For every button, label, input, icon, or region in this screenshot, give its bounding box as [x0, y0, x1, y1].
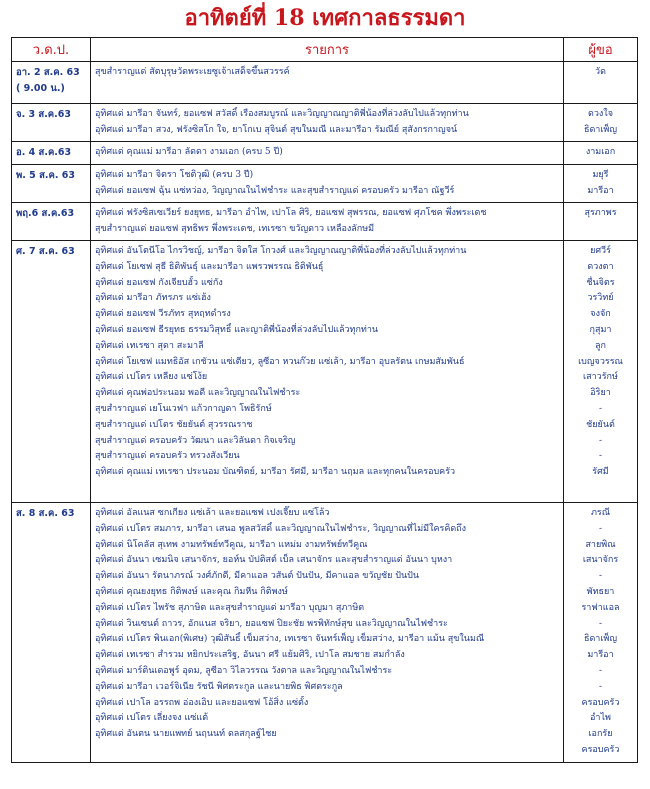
date-cell	[12, 203, 91, 241]
requester-name: ราฟาแอล	[581, 602, 620, 613]
requester-name: สายพิณ	[585, 539, 616, 550]
requester-name: เสาวรักษ์	[583, 372, 618, 383]
intention-line: อุทิศแด่ เปโตร สมภาร, มารีอา เสนอ พูลสวัสดิ์ และวิญญาณในไฟชำระ, วิญญาณที่ไม่มีใครคิดถึง	[95, 523, 467, 534]
requester-name: ยศวีร์	[590, 246, 611, 256]
intention-line: อุทิศแด่ อันนา รัตนาภรณ์ วงศ์ภักดี, มีคาแอล วสันต์ ปันปัน, มีคาแอล ขวัญชัย ปันปัน	[95, 571, 420, 582]
intention-line: อุทิศแด่ เปโตร เหลียง แซ่โง้ย	[95, 372, 208, 383]
requester-name: มารีอา	[587, 185, 614, 196]
intention-line: อุทิศแด่ มาร์ตินเดอพูร์ อุดม, ลูซีอา วิไลวรรณ วังตาล และวิญญาณในไฟชำระ	[95, 665, 393, 676]
date-text: พ. 5 ส.ค. 63	[16, 170, 75, 181]
requester-name: เบญจวรรณ	[578, 356, 623, 367]
requester-name: ธิดาเพ็ญ	[583, 634, 618, 645]
requester-cell	[564, 203, 638, 241]
requester-name: -	[598, 571, 603, 582]
intention-line: อุทิศแด่ เปาโล อรรถพ อ่องเอิบ และยอแซฟ โอ้สิ่ง แซ่ตั้ง	[95, 697, 309, 708]
header-date: ว.ด.ป.	[12, 38, 91, 62]
intention-line: อุทิศแด่ ยอแซฟ วีรภัทร สุหฤทดำรง	[95, 309, 231, 320]
intention-line: สุขสําราญแด่ ยอแซฟ สุทธิพร พึ่งพระเดช, เทเรซา ขวัญดาว เหลืองลักษมี	[95, 223, 375, 234]
date-text: ( 9.00 น.)	[16, 82, 65, 94]
intention-line: อุทิศแด่ วินเซนต์ ถาวร, อักแนส จริยา, ยอแซฟ ปิยะชัย พรพิทักษ์สุข และวิญญาณในไฟชำระ	[95, 618, 448, 629]
requester-name: ธิดาเพ็ญ	[583, 124, 618, 135]
intention-line: อุทิศแด่ อันตน นายแพทย์ นฤนนท์ ดลสกุลฐ์ไชย	[95, 729, 277, 740]
intention-line: สุขสําราญแด่ ครอบครัว วัฒนา และวิลันดา กิจเจริญ	[95, 435, 296, 446]
requester-name: งามเอก	[585, 147, 616, 157]
items-cell	[91, 142, 564, 165]
intention-line: สุขสําราญแด่ สัตบุรุษวัดพระเยซูเจ้าเสด็จขึ้นสวรรค์	[95, 67, 290, 77]
date-cell	[12, 165, 91, 203]
requester-name: -	[598, 451, 603, 462]
intention-line: อุทิศแด่ มารีอา เวอร์จิเนีย รัชนี พิศตระกูล และนายพิธ พิศตระกูล	[95, 681, 343, 692]
table-header-row	[12, 38, 638, 62]
items-cell	[91, 104, 564, 142]
requester-name: มารีอา	[587, 650, 614, 661]
requester-name: เอกรัย	[588, 729, 613, 740]
page-title: อาทิตย์ที่ 18 เทศกาลธรรมดา	[184, 5, 466, 31]
table-row	[12, 503, 638, 763]
intention-line: อุทิศแด่ เปโตร พินเอก(พิเศษ) วุฒิสันธิ์ เข็มสว่าง, เทเรซา จันทร์เพ็ญ เข็มสว่าง, มารีอา แม้น สุขในมณี	[95, 634, 485, 645]
date-text: ส. 8 ส.ค. 63	[16, 508, 75, 519]
requester-name: -	[598, 681, 603, 692]
date-cell	[12, 142, 91, 165]
requester-cell	[564, 165, 638, 203]
items-cell	[91, 503, 564, 763]
intention-line: อุทิศแด่ อันนา เซมนิจ เสนาจักร, ยอห์น บัปติสต์ เบ็ล เสนาจักร และสุขสําราญแด่ อันนา บุหงา	[95, 555, 453, 566]
requester-name: ชื่นจิตร	[586, 277, 615, 288]
intention-line: อุทิศแด่ มารีอา สวง, ฟรังซิสโก ใจ, ยาโกเบ สุจินต์ สุขในมณี และมารีอา รัมณีย์ สุสังกรกาญจน์	[95, 124, 458, 135]
requester-name: ดวงตา	[587, 261, 614, 272]
requester-name: เสนาจักร	[582, 555, 619, 566]
date-cell	[12, 104, 91, 142]
intention-line: อุทิศแด่ คุณยงยุทธ กิติพงษ์ และคุณ กิมหีน กิติพงษ์	[95, 586, 288, 597]
date-cell	[12, 503, 91, 763]
intention-line: อุทิศแด่ มารีอา ภัทรภร แซ่เฮ้ง	[95, 293, 211, 304]
items-cell	[91, 165, 564, 203]
intention-line: อุทิศแด่ เทเรซา สุดา สะมาลี	[95, 340, 204, 351]
requester-name: วรวิทย์	[587, 293, 614, 304]
table-row	[12, 165, 638, 203]
date-cell	[12, 241, 91, 503]
intention-line: อุทิศแด่ ฟรังซิสเซเวียร์ ยงยุทธ, มารีอา อำไพ, เปาโล ศิริ, ยอแซฟ สุพรรณ, ยอแซฟ ศุภโชค พึ่งพระเดช	[95, 208, 487, 218]
date-text: พฤ.6 ส.ค.63	[16, 208, 75, 219]
requester-name: วัด	[595, 67, 606, 77]
requester-name: กุสุมา	[589, 324, 612, 335]
requester-cell	[564, 142, 638, 165]
requester-name: ชัยยันต์	[586, 419, 615, 430]
requester-name: ภรณี	[590, 508, 611, 518]
intention-line: อุทิศแด่ ยอแซฟ ธีรยุทธ ธรรมวิสุทธิ์ และญาติพี่น้องที่ล่วงลับไปแล้วทุกท่าน	[95, 324, 379, 335]
intention-line: อุทิศแด่ เทเรซา สำรวม หยิกประเสริฐ, อันนา ศรี แย้มศิริ, เปาโล สมชาย สมกำลัง	[95, 650, 405, 661]
items-cell	[91, 241, 564, 503]
intention-line: อุทิศแด่ โยเซฟ สุธี ธิติพันธุ์ และมารีอา แพรวพรรณ ธิติพันธุ์	[95, 261, 324, 272]
requester-name: -	[598, 435, 603, 446]
date-text: อ. 4 ส.ค.63	[16, 147, 72, 158]
requester-cell	[564, 104, 638, 142]
requester-name: อำไพ	[590, 713, 611, 724]
date-text: ศ. 7 ส.ค. 63	[16, 246, 75, 257]
requester-name: -	[598, 618, 603, 629]
requester-name: ลูก	[595, 340, 606, 351]
header-requester: ผู้ขอ	[564, 38, 638, 62]
intention-line: อุทิศแด่ คุณแม่ เทเรซา ประนอม บัณฑิตย์, มารีอา รัศมี, มารีอา นฤมล และทุกคนในครอบครัว	[95, 467, 456, 478]
intention-line: อุทิศแด่ โยเซฟ แมทธิอัส เกชัวน แซ่เตียว, ลูซีอา หวนก๊วย แซ่เล้า, มารีอา อุบลรัตน เกษมสัมพันธ์	[95, 356, 465, 367]
requester-name: สุรภาพร	[584, 208, 617, 218]
requester-cell	[564, 241, 638, 503]
intention-line: สุขสําราญแด่ เปโตร ชัยยันต์ สุวรรณราช	[95, 419, 253, 430]
table-row	[12, 241, 638, 503]
date-cell	[12, 62, 91, 104]
intention-line: อุทิศแด่ มารีอา จิตรา โชติวุฒิ (ครบ 3 ปี)	[95, 170, 254, 180]
table-row	[12, 142, 638, 165]
intention-line: อุทิศแด่ อันโตนีโอ ไกรวิชญ์, มารีอา จิตใส โกวงศ์ และวิญญาณญาติพี่น้องที่ล่วงลับไปแล้วทุกท่าน	[95, 246, 467, 256]
intention-line: อุทิศแด่ มารีอา จันทร์, ยอแซฟ สวัสดิ์ เรืองสมบูรณ์ และวิญญาณญาติพี่น้องที่ล่วงลับไปแล้วทุกท่าน	[95, 109, 469, 119]
intention-line: อุทิศแด่ เปโตร ไพรัช สุภาษิต และสุขสําราญแด่ มารีอา บุญมา สุภาษิต	[95, 602, 365, 613]
intention-line: อุทิศแด่ นิโคลัส สุเทพ งามทรัพย์ทวีคูณ, มารีอา แหม่ม งามทรัพย์ทวีคูณ	[95, 539, 368, 550]
date-text: จ. 3 ส.ค.63	[16, 109, 71, 120]
intention-line: อุทิศแด่ คุณพ่อประนอม พอดี และวิญญาณในไฟชำระ	[95, 388, 301, 399]
requester-cell	[564, 62, 638, 104]
requester-name: จงจัก	[590, 309, 611, 320]
requester-name: ครอบครัว	[581, 697, 620, 708]
requester-name: อิริยา	[590, 388, 611, 399]
mass-intention-table	[11, 37, 638, 763]
requester-name: ดวงใจ	[588, 109, 613, 119]
header-items: รายการ	[91, 38, 564, 62]
intention-line: อุทิศแด่ ยอแซฟ ฉุ้น แซ่หว่อง, วิญญาณในไฟชำระ และสุขสําราญแด่ ครอบครัว มารีอา ณัฐวีร์	[95, 185, 455, 196]
intention-line: อุทิศแด่ อัลแนส ซกเกียง แซ่เล้า และยอแซฟ เปงเจี๊ยบ แซ่โล้ว	[95, 508, 330, 518]
requester-name: ครอบครัว	[581, 744, 620, 755]
requester-name: มยุรี	[592, 170, 609, 180]
requester-name	[568, 222, 633, 238]
table-row	[12, 104, 638, 142]
intention-line: อุทิศแด่ คุณแม่ มารีอา ลัดดา งามเอก (ครบ 5 ปี)	[95, 147, 283, 157]
items-cell	[91, 203, 564, 241]
items-cell	[91, 62, 564, 104]
intention-line: สุขสําราญแด่ ครอบครัว ทรวงสังเวียน	[95, 451, 240, 462]
requester-name: -	[598, 665, 603, 676]
intention-line: อุทิศแด่ เปโตร เลี่ยงจง แซ่แต้	[95, 713, 209, 724]
table-row	[12, 203, 638, 241]
requester-name: -	[598, 403, 603, 414]
requester-name: -	[598, 523, 603, 534]
date-text: อา. 2 ส.ค. 63	[16, 67, 80, 78]
intention-line: อุทิศแด่ ยอแซฟ กังเจียบฮั้ว แซ่กัง	[95, 277, 223, 288]
table-row	[12, 62, 638, 104]
intention-line: สุขสําราญแด่ เยโนเวฟา แก้วกาญดา โพธิรักษ์	[95, 403, 272, 414]
requester-cell	[564, 503, 638, 763]
requester-name: พัทธยา	[586, 586, 615, 597]
table-body	[12, 62, 638, 763]
requester-name: รัศมี	[592, 467, 609, 478]
